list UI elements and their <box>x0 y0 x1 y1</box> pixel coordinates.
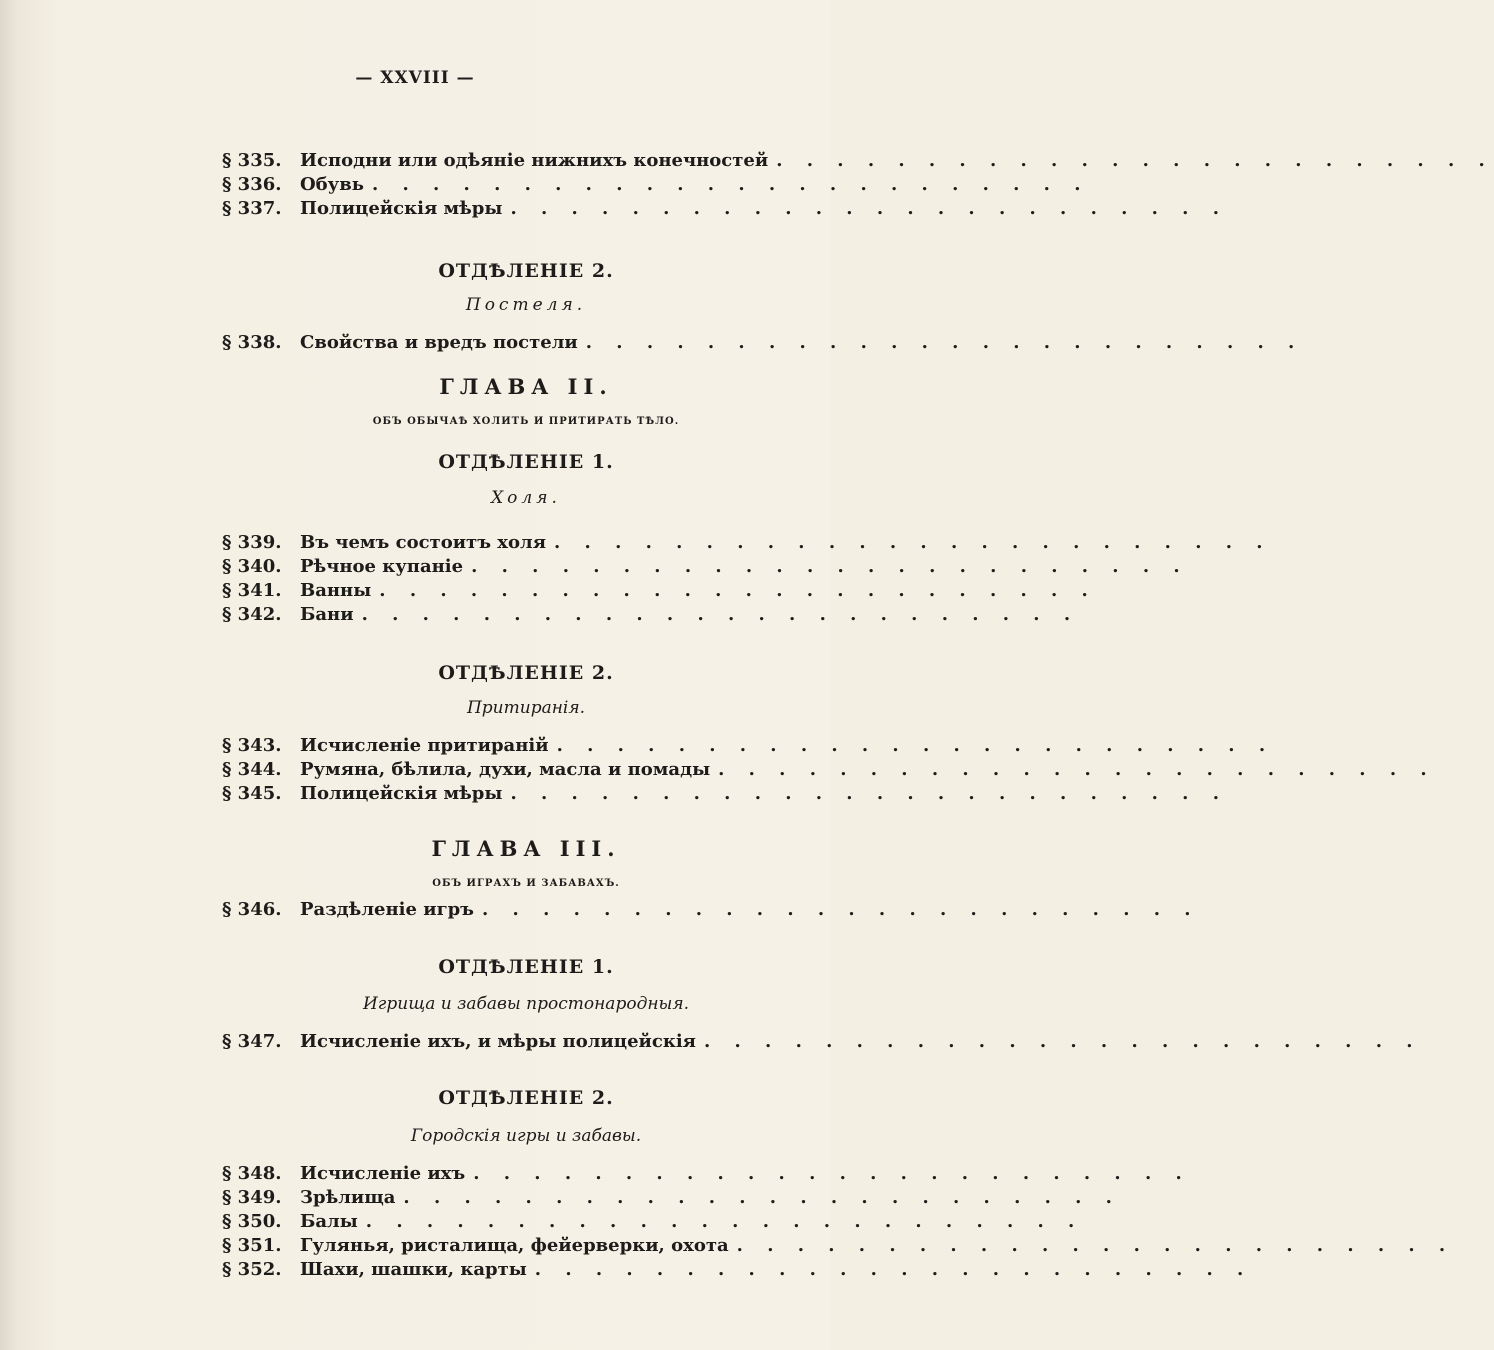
section-number: § 350. <box>222 1211 282 1232</box>
dot-leader: . . . . . . . . . . . . . . . . . . . . . . . . <box>482 899 1200 920</box>
toc-entry <box>222 1031 1422 1055</box>
section-number: § 337. <box>222 198 282 219</box>
dot-leader: . . . . . . . . . . . . . . . . . . . . . . . . <box>510 198 1228 219</box>
page-header: — XXVIII — <box>355 68 475 88</box>
entry-title: Исчисленiе ихъ <box>300 1163 466 1184</box>
section-number: § 344. <box>222 759 282 780</box>
entry-title: Исподни или одѣянiе нижнихъ конечностей <box>300 150 769 171</box>
toc-entry <box>222 556 1189 580</box>
section-number: § 349. <box>222 1187 282 1208</box>
entry-title: Исчисленiе ихъ, и мѣры полицейскiя <box>300 1031 696 1052</box>
entry-title: Свойства и вредъ постели <box>300 332 578 353</box>
dot-leader: . . . . . . . . . . . . . . . . . . . . . . . . <box>703 1031 1422 1052</box>
dot-leader: . . . . . . . . . . . . . . . . . . . . . . . . <box>379 580 1097 601</box>
dot-leader: . . . . . . . . . . . . . . . . . . . . . . . . <box>718 759 1436 780</box>
subsection-subtitle: Городскiя игры и забавы. <box>410 1126 642 1146</box>
toc-entry <box>222 759 1436 783</box>
toc-entry <box>222 1235 1455 1259</box>
subsection-heading: ОТДѢЛЕНIЕ 2. <box>438 260 614 282</box>
section-number: § 342. <box>222 604 282 625</box>
chapter-heading: ГЛАВА III. <box>431 836 621 861</box>
subsection-heading: ОТДѢЛЕНIЕ 1. <box>438 956 614 978</box>
entry-title: Балы <box>300 1211 358 1232</box>
section-number: § 338. <box>222 332 282 353</box>
subsection-heading: ОТДѢЛЕНIЕ 2. <box>438 662 614 684</box>
entry-title: Гулянья, ристалища, фейерверки, охота <box>300 1235 729 1256</box>
entry-title: Полицейскiя мѣры <box>300 198 503 219</box>
dot-leader: . . . . . . . . . . . . . . . . . . . . . . . . <box>371 174 1090 195</box>
dot-leader: . . . . . . . . . . . . . . . . . . . . . . . . <box>556 735 1275 756</box>
toc-entry <box>222 332 1304 356</box>
section-number: § 345. <box>222 783 282 804</box>
entry-title: Полицейскiя мѣры <box>300 783 503 804</box>
dot-leader: . . . . . . . . . . . . . . . . . . . . . . . . <box>585 332 1304 353</box>
toc-entry <box>222 735 1275 759</box>
section-number: § 351. <box>222 1235 282 1256</box>
toc-entry <box>222 580 1097 604</box>
subsection-heading: ОТДѢЛЕНIЕ 2. <box>438 1087 614 1109</box>
entry-title: Румяна, бѣлила, духи, масла и помады <box>300 759 711 780</box>
entry-title: Шахи, шашки, карты <box>300 1259 527 1280</box>
dot-leader: . . . . . . . . . . . . . . . . . . . . . . . . <box>471 556 1189 577</box>
toc-entry <box>222 150 1494 174</box>
toc-entry <box>222 1259 1253 1283</box>
section-number: § 343. <box>222 735 282 756</box>
entry-title: Раздѣленiе игръ <box>300 899 474 920</box>
dot-leader: . . . . . . . . . . . . . . . . . . . . . . . . <box>473 1163 1191 1184</box>
toc-entry <box>222 1211 1084 1235</box>
toc-entry <box>222 783 1228 807</box>
subsection-subtitle: Игрища и забавы простонародныя. <box>362 994 690 1014</box>
section-number: § 340. <box>222 556 282 577</box>
toc-entry <box>222 899 1200 923</box>
dot-leader: . . . . . . . . . . . . . . . . . . . . . . . . <box>554 532 1272 553</box>
toc-entry <box>222 198 1228 222</box>
toc-entry <box>222 174 1090 198</box>
chapter-description: ОБЪ ИГРАХЪ И ЗАБАВАХЪ. <box>432 878 620 889</box>
section-number: § 341. <box>222 580 282 601</box>
section-number: § 352. <box>222 1259 282 1280</box>
subsection-subtitle: Холя. <box>491 488 561 508</box>
section-number: § 347. <box>222 1031 282 1052</box>
subsection-heading: ОТДѢЛЕНIЕ 1. <box>438 451 614 473</box>
entry-title: Рѣчное купанiе <box>300 556 464 577</box>
entry-title: Зрѣлища <box>300 1187 396 1208</box>
dot-leader: . . . . . . . . . . . . . . . . . . . . . . . . <box>510 783 1228 804</box>
toc-entry <box>222 1187 1121 1211</box>
subsection-subtitle: Постеля. <box>465 295 587 315</box>
subsection-subtitle: Притиранiя. <box>466 698 586 718</box>
section-number: § 339. <box>222 532 282 553</box>
section-number: § 335. <box>222 150 282 171</box>
section-number: § 336. <box>222 174 282 195</box>
dot-leader: . . . . . . . . . . . . . . . . . . . . . . . . <box>736 1235 1455 1256</box>
section-number: § 348. <box>222 1163 282 1184</box>
toc-entry <box>222 532 1272 556</box>
dot-leader: . . . . . . . . . . . . . . . . . . . . . . . . <box>534 1259 1253 1280</box>
dot-leader: . . . . . . . . . . . . . . . . . . . . . . . . <box>361 604 1080 625</box>
section-number: § 346. <box>222 899 282 920</box>
entry-title: Бани <box>300 604 354 625</box>
entry-title: Ванны <box>300 580 372 601</box>
entry-title: Въ чемъ состоитъ холя <box>300 532 547 553</box>
dot-leader: . . . . . . . . . . . . . . . . . . . . . . . . <box>776 150 1494 171</box>
entry-title: Обувь <box>300 174 364 195</box>
chapter-description: ОБЪ ОБЫЧАѢ ХОЛИТЬ И ПРИТИРАТЬ ТѢЛО. <box>372 416 680 427</box>
toc-entry <box>222 1163 1191 1187</box>
entry-title: Исчисленiе притиранiй <box>300 735 549 756</box>
chapter-heading: ГЛАВА II. <box>439 374 613 399</box>
dot-leader: . . . . . . . . . . . . . . . . . . . . . . . . <box>403 1187 1121 1208</box>
toc-entry <box>222 604 1080 628</box>
dot-leader: . . . . . . . . . . . . . . . . . . . . . . . . <box>365 1211 1084 1232</box>
